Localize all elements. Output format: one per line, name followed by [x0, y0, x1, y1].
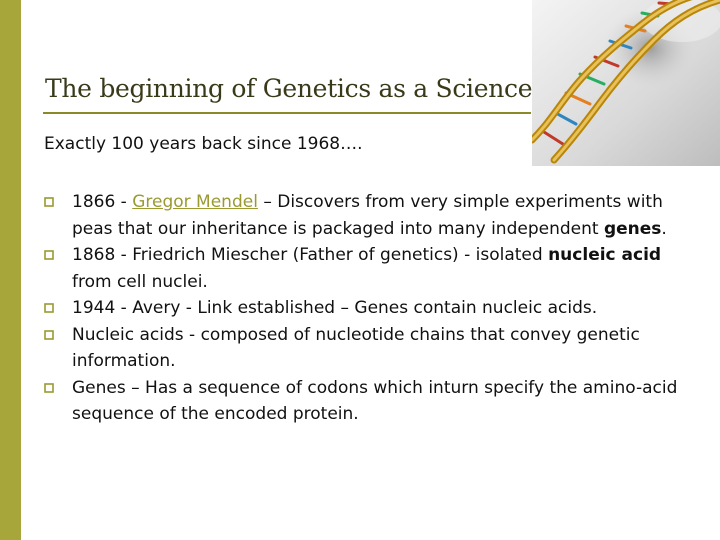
bullet-item [44, 189, 680, 242]
hollow-square-bullet-icon [44, 330, 54, 340]
hollow-square-bullet-icon [44, 197, 54, 207]
bullet-text: 1866 - [72, 192, 133, 212]
bullet-text: from cell nuclei. [72, 271, 208, 292]
bullet-text: 1868 - Friedrich Miescher (Father of genetics) - isolated [72, 245, 549, 265]
mendel-link[interactable]: Gregor Mendel [132, 192, 258, 212]
bullet-text: Genes – Has a sequence of codons which inturn specify the amino-acid sequence of the encoded protein. [72, 377, 678, 424]
bullet-text: Nucleic acids - composed of nucleotide chains that convey genetic information. [72, 324, 640, 371]
bullet-item [44, 375, 680, 428]
side-bar [0, 0, 21, 540]
bullet-text: . [661, 218, 667, 239]
hollow-square-bullet-icon [44, 250, 54, 260]
emphasis-text: genes [603, 218, 662, 239]
bullet-text: 1944 - Avery - Link established – Genes contain nucleic acids. [72, 298, 598, 318]
bullet-list [44, 189, 680, 428]
slide-subtitle: Exactly 100 years back since 1968…. [44, 134, 363, 154]
hollow-square-bullet-icon [44, 383, 54, 393]
bullet-text: – Discovers from very simple experiments with peas that our inheritance is packaged into many independent [72, 192, 663, 239]
hollow-square-bullet-icon [44, 303, 54, 313]
emphasis-text: nucleic acid [548, 245, 662, 265]
dna-helix-image [532, 0, 720, 166]
bullet-item [44, 242, 680, 295]
title-underline [43, 112, 531, 114]
bullet-item [44, 322, 680, 375]
slide-title: The beginning of Genetics as a Science [45, 74, 533, 103]
bullet-item [44, 295, 680, 322]
